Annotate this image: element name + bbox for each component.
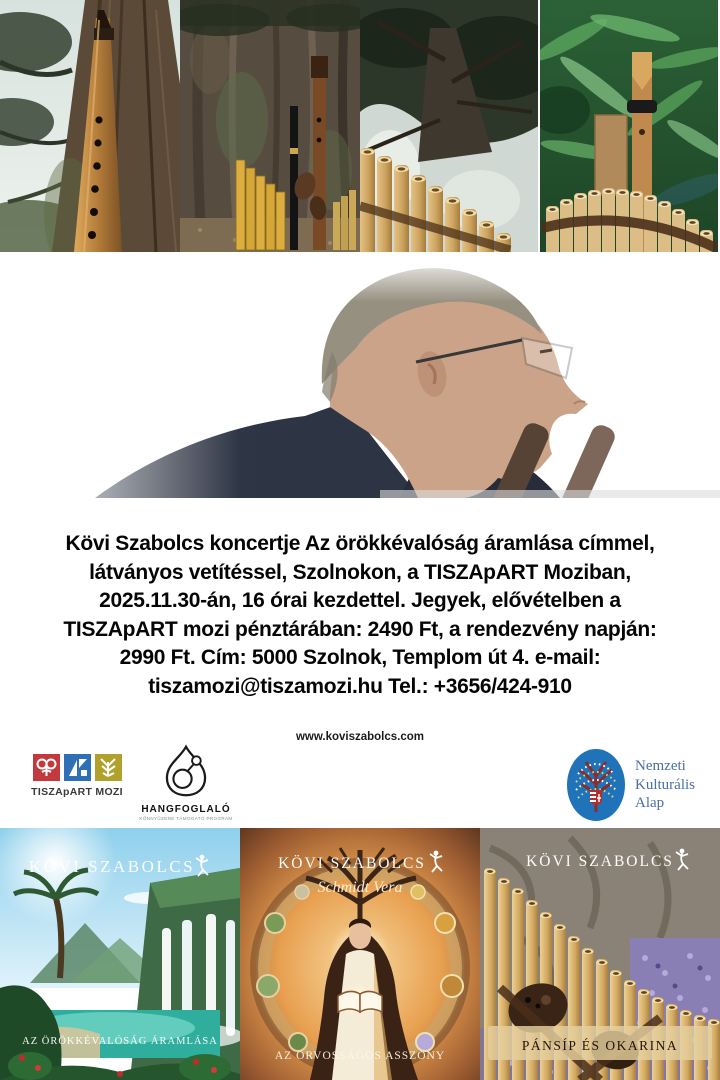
nka-logo xyxy=(566,748,695,822)
nka-text xyxy=(635,757,695,813)
logos-row xyxy=(0,744,720,828)
album-cover-pansip xyxy=(480,828,720,1080)
hangfoglalo-sublabel: KÖNNYŰZENE TÁMOGATÓ PROGRAM xyxy=(139,816,233,821)
photo-canopy-panflute xyxy=(360,0,540,252)
photo-strip xyxy=(0,0,720,252)
tiszapart-squares-icon xyxy=(22,754,132,781)
tiszapart-label: TISZApART MOZI xyxy=(31,786,123,798)
tiszapart-mozi-logo xyxy=(22,754,132,798)
album-cover-orokkevalosag xyxy=(0,828,240,1080)
announcement-line: tiszamozi@tiszamozi.hu Tel.: +3656/424-910 xyxy=(148,674,572,698)
album-artist: KÖVI SZABOLCS xyxy=(526,853,674,870)
announcement-line: 2990 Ft. Cím: 5000 Szolnok, Templom út 4. e-mail: xyxy=(119,646,601,669)
artist-photo xyxy=(0,252,720,498)
album-guest: Schmidt Vera xyxy=(317,879,403,896)
hangfoglalo-label: HANGFOGLALÓ xyxy=(141,804,231,815)
announcement-line: Kövi Szabolcs koncertje Az örökkévalóság áramlása címmel, xyxy=(65,532,655,555)
nka-line: Alap xyxy=(635,795,665,812)
album-title: AZ ORVOSSÁGOS ASSZONY xyxy=(274,1050,446,1062)
coat-of-arms-shape xyxy=(590,790,602,805)
album-cover-orvossagos xyxy=(240,828,480,1080)
announcement-line: TISZApART mozi pénztárában: 2490 Ft, a rendezvény napján: xyxy=(63,617,657,641)
album-title: PÁNSÍP ÉS OKARINA xyxy=(521,1038,679,1053)
album-artist: KÖVI SZABOLCS xyxy=(28,857,196,876)
album-covers-row xyxy=(0,828,720,1080)
nka-line: Kulturális xyxy=(635,776,695,793)
hangfoglalo-logo xyxy=(128,744,244,821)
nka-line: Nemzeti xyxy=(635,758,686,775)
nka-tree-icon xyxy=(566,748,626,822)
black-flute-shape xyxy=(290,106,298,250)
photo-bamboo-panflute xyxy=(540,0,720,252)
website-url: www.koviszabolcs.com xyxy=(295,731,425,743)
photo-instruments-at-tree xyxy=(180,0,360,252)
photo-flute-on-sequoia xyxy=(0,0,180,252)
album-artist: KÖVI SZABOLCS xyxy=(278,855,426,872)
album-title: AZ ÖRÖKKÉVALÓSÁG ÁRAMLÁSA xyxy=(22,1036,218,1047)
announcement-line: látványos vetítéssel, Szolnokon, a TISZApART Moziban, xyxy=(89,560,631,584)
announcement-line: 2025.11.30-án, 16 órai kezdettel. Jegyek, elővételben a xyxy=(99,589,621,612)
wood-board-shape xyxy=(595,115,627,195)
wooden-flute-shape xyxy=(311,56,328,250)
announcement-text xyxy=(0,530,720,701)
hangfoglalo-pick-icon xyxy=(160,744,212,798)
